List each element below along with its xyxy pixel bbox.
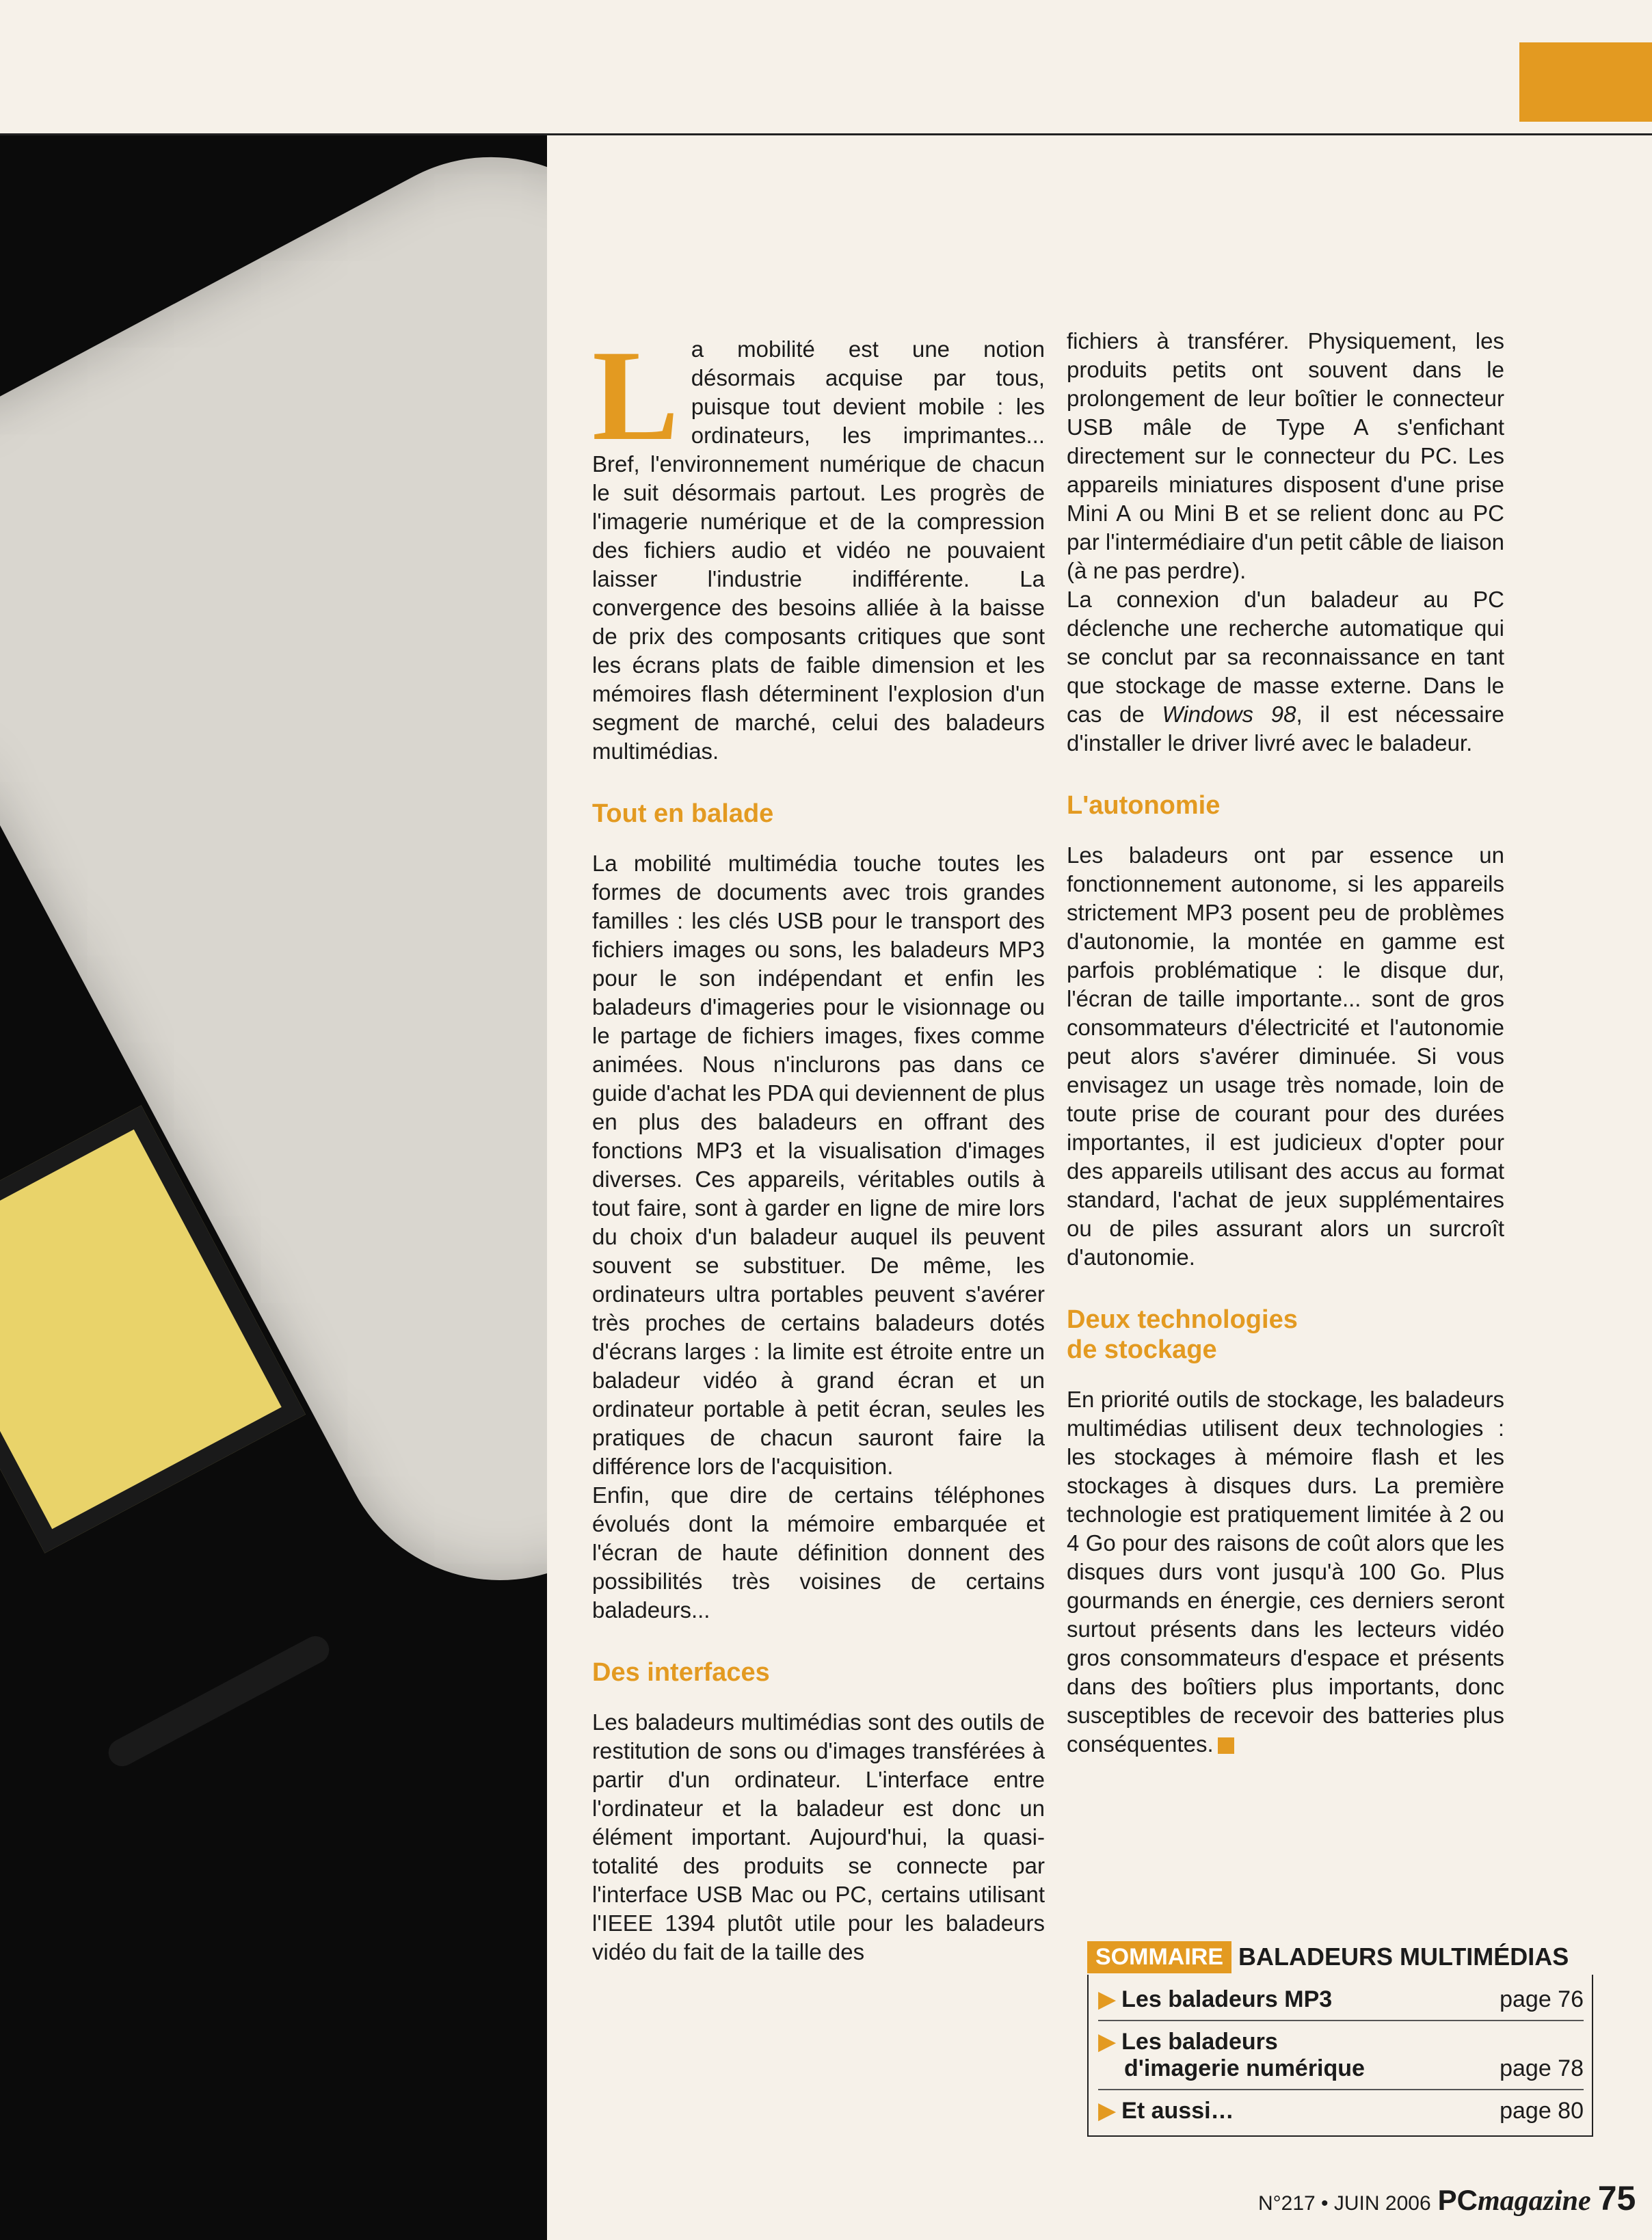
text-column-2 [1067,327,1504,1759]
sommaire-item-page: page 78 [1500,2055,1584,2081]
arrow-right-icon: ▶ [1098,2098,1117,2124]
product-photo [0,135,547,2240]
paragraph: fichiers à transférer. Physiquement, les produits petits ont souvent dans le prolongement de leur boîtier le connecteur USB mâle de Type A s'enfichant directement sur le connecteur du PC. Les appareils miniatures disposent d'une prise Mini A ou Mini B et se relient donc au PC par l'intermédiaire d'un petit câble de liaison (à ne pas perdre). [1067,328,1504,583]
sommaire-item-imagerie[interactable] [1098,2021,1584,2090]
intro-text: a mobilité est une notion désormais acquise par tous, puisque tout devient mobile : les ordinateurs, les imprimantes... Bref, l'environnement numérique de chacun le suit désormais partout. Les progrès de l'imagerie numérique et de la compression des fichiers audio et vidéo ne pouvaient laisser l'industrie indifférente. La convergence des besoins alliée à la baisse de prix des composants critiques que sont les écrans plats de faible dimension et les mémoires flash déterminent l'explosion d'un segment de marché, celui des baladeurs multimédias. [592,336,1045,764]
text-span: , il est nécessaire d'installer le driver livré avec le baladeur. [1067,702,1504,756]
page-header-area [0,0,1652,135]
sommaire-item-page: page 80 [1500,2098,1584,2124]
text-span: En priorité outils de stockage, les baladeurs multimédias utilisent deux technologies : les stockages à mémoire flash et les stockages à disques durs. La première technologie est pratiquement limitée à 2 ou 4 Go pour des raisons de coût alors que les disques durs vont jusqu'à 100 Go. Plus gourmands en énergie, ces derniers seront surtout présents dans les lecteurs vidéo gros consommateurs d'espace et présents dans des boîtiers plus importants, donc susceptibles de recevoir des batteries plus conséquentes. [1067,1387,1504,1757]
sommaire-item-label [1098,2097,1234,2124]
paragraph: Les baladeurs multimédias sont des outils de restitution de sons ou d'images transférées à partir d'un ordinateur. L'interface entre l'ordinateur et la baladeur est donc un élément important. Aujourd'hui, la quasi-totalité des produits se connecte par l'interface USB Mac ou PC, certains utilisant l'IEEE 1394 plutôt utile pour les baladeurs vidéo du fait de la taille des [592,1709,1045,1964]
sommaire-header [1087,1939,1593,1975]
item-text: Et aussi… [1121,2098,1234,2124]
photo-device-slot [104,1631,334,1771]
issue-info: N°217 • JUIN 2006 [1258,2192,1431,2215]
magazine-logo [1438,2184,1591,2217]
page-folio [1258,2178,1636,2218]
sommaire-badge: SOMMAIRE [1087,1941,1231,1973]
sommaire-list [1087,1975,1593,2137]
drop-cap: L [592,324,679,468]
sommaire-item-label [1098,1986,1332,2013]
item-text: d'imagerie numérique [1124,2055,1365,2081]
item-text: Les baladeurs MP3 [1121,1986,1333,2012]
text-span: La connexion d'un baladeur au PC déclenche une recherche automatique qui se conclut par sa reconnaissance en tant que stockage de masse externe. Dans le cas de [1067,587,1504,727]
heading-des-interfaces: Des interfaces [592,1658,770,1687]
text-column-1 [592,324,1045,1966]
sommaire-box [1087,1939,1593,2137]
heading-autonomie: L'autonomie [1067,791,1221,820]
intro-paragraph [592,324,1045,766]
end-mark-icon [1218,1737,1234,1754]
heading-deux-technologies [1067,1305,1504,1365]
logo-magazine: magazine [1478,2185,1591,2217]
paragraph [1067,1385,1504,1759]
item-text: Les baladeurs [1121,2029,1278,2055]
sommaire-item-page: page 76 [1500,1986,1584,2012]
logo-pc: PC [1437,2184,1478,2216]
sommaire-title: BALADEURS MULTIMÉDIAS [1238,1943,1569,1971]
sommaire-item-label [1098,2028,1365,2082]
sommaire-item-et-aussi[interactable] [1098,2090,1584,2131]
heading-line: Deux technologies [1067,1305,1298,1334]
heading-tout-en-balade: Tout en balade [592,799,774,828]
page-number: 75 [1597,2179,1636,2217]
paragraph: La mobilité multimédia touche toutes les formes de documents avec trois grandes familles : les clés USB pour le transport des fichiers images ou sons, les baladeurs MP3 pour le son indépendant et enfin les baladeurs d'imageries pour le visionnage ou le partage de fichiers images, fixes comme animées. Nous n'inclurons pas dans ce guide d'achat les PDA qui deviennent de plus en plus des baladeurs en offrant des fonctions MP3 et la visualisation d'images diverses. Ces appareils, véritables outils à tout faire, sont à garder en ligne de mire lors du choix d'un baladeur auquel ils peuvent souvent se substituer. De même, les ordinateurs ultra portables peuvent s'avérer très proches de certains baladeurs dotés d'écrans larges : la limite est étroite entre un baladeur vidéo à grand écran et un ordinateur portable à petit écran, seules les pratiques de chacun sauront faire la différence lors de l'acquisition. [592,851,1045,1479]
paragraph: Les baladeurs ont par essence un fonctionnement autonome, si les appareils strictement MP3 posent peu de problèmes d'autonomie, la montée en gamme est parfois problématique : le disque dur, l'écran de taille importante... sont de gros consommateurs d'électricité et l'autonomie peut alors s'avérer diminuée. Si vous envisagez un usage très nomade, loin de toute prise de courant pour des durées importantes, il est judicieux d'opter pour des appareils utilisant des accus au format standard, l'achat de jeux supplémentaires ou de piles assurant alors un surcroît d'autonomie. [1067,842,1504,1270]
arrow-right-icon: ▶ [1098,2029,1117,2055]
sommaire-item-mp3[interactable] [1098,1979,1584,2021]
arrow-right-icon: ▶ [1098,1986,1117,2012]
os-name: Windows 98 [1162,702,1296,727]
heading-line: de stockage [1067,1335,1217,1364]
paragraph [1067,585,1504,758]
section-color-tab [1519,42,1652,122]
paragraph: Enfin, que dire de certains téléphones évolués dont la mémoire embarquée et l'écran de haute définition donnent des possibilités très voisines de certains baladeurs... [592,1482,1045,1623]
